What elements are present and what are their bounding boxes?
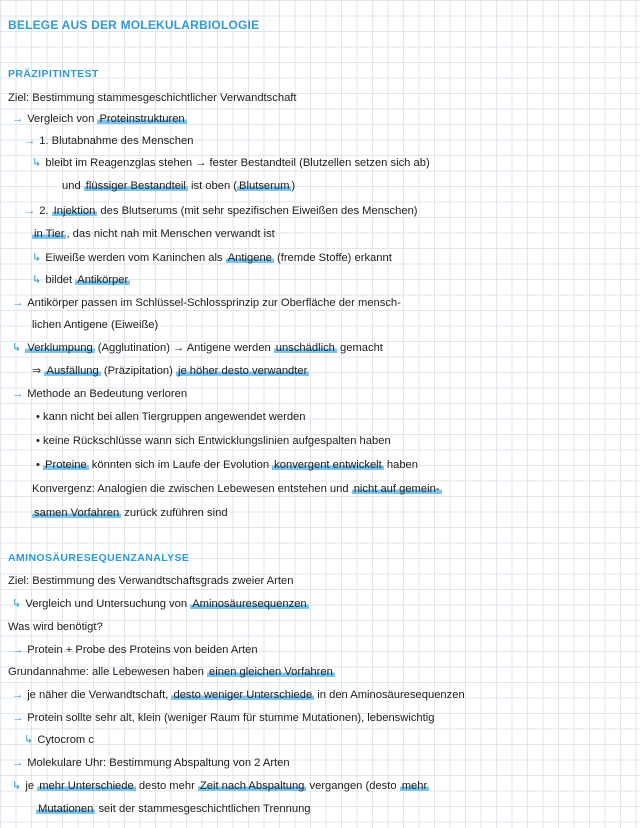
text-line: → Protein + Probe des Proteins von beiden Arten <box>12 644 258 656</box>
highlight: Antigene <box>227 252 272 264</box>
arrow-right-icon: → <box>12 297 24 309</box>
highlight: unschädlich <box>275 342 335 354</box>
arrow-right-icon: → <box>24 135 36 147</box>
highlight: konvergent entwickelt <box>274 459 382 471</box>
text-line: ↳ Vergleich und Untersuchung von Aminosäuresequenzen <box>12 598 307 610</box>
highlight: Verklumpung <box>27 342 93 354</box>
text-line: → 2. Injektion des Blutserums (mit sehr spezifischen Eiweißen des Menschen) <box>24 205 418 217</box>
arrow-right-icon: → <box>12 757 24 769</box>
highlight: Zeit nach Abspaltung <box>199 780 305 792</box>
arrow-right-icon: → <box>12 689 24 701</box>
text-line: ↳ Verklumpung (Agglutination) → Antigene werden unschädlich gemacht <box>12 342 383 354</box>
sub-arrow-icon: ↳ <box>32 274 42 286</box>
text-line: → Methode an Bedeutung verloren <box>12 388 188 400</box>
arrow-right-icon: → <box>12 388 24 400</box>
text-line: lichen Antigene (Eiweiße) <box>32 319 159 331</box>
text-line: ⇒ Ausfällung (Präzipitation) je höher desto verwandter <box>32 365 308 377</box>
text-line: samen Vorfahren zurück zuführen sind <box>34 507 228 519</box>
sub-arrow-icon: ↳ <box>32 157 42 169</box>
text-line: ↳ bildet Antikörper <box>32 274 129 286</box>
highlight: Mutationen <box>38 803 94 815</box>
text-line: und flüssiger Bestandteil ist oben ( Blutserum ) <box>62 180 296 192</box>
text-line: ↳ je mehr Unterschiede desto mehr Zeit nach Abspaltung vergangen (desto mehr <box>12 780 428 792</box>
highlight: Injektion <box>53 205 96 217</box>
highlight: Proteine <box>45 459 87 471</box>
highlight: je höher desto verwandter <box>177 365 308 377</box>
arrow-right-icon: → <box>12 644 24 656</box>
text-line: Konvergenz: Analogien die zwischen Lebewesen entstehen und nicht auf gemein- <box>32 483 440 495</box>
highlight: mehr <box>401 780 428 792</box>
text-line: → Vergleich von Proteinstrukturen <box>12 113 185 125</box>
highlight: Blutserum <box>239 180 290 192</box>
text-line: → 1. Blutabnahme des Menschen <box>24 135 194 147</box>
text-line: Was wird benötigt? <box>8 621 103 633</box>
text-line: ↳ Cytocrom c <box>24 734 94 746</box>
highlight: Aminosäuresequenzen <box>192 598 307 610</box>
bullet-item: • keine Rückschlüsse wann sich Entwicklungslinien aufgespalten haben <box>36 435 391 447</box>
sub-arrow-icon: ↳ <box>12 598 22 610</box>
bullet-item: • kann nicht bei allen Tiergruppen angewendet werden <box>36 411 306 423</box>
highlight: Proteinstrukturen <box>99 113 185 125</box>
sub-arrow-icon: ↳ <box>24 734 34 746</box>
page-title: BELEGE AUS DER MOLEKULARBIOLOGIE <box>8 18 260 32</box>
text-line: ↳ Eiweiße werden vom Kaninchen als Antigene (fremde Stoffe) erkannt <box>32 252 392 264</box>
section-heading-praezipitintest: PRÄZIPITINTEST <box>8 68 99 80</box>
text-line: → Antikörper passen im Schlüssel-Schlossprinzip zur Oberfläche der mensch- <box>12 297 401 309</box>
text-line: → Molekulare Uhr: Bestimmung Abspaltung von 2 Arten <box>12 757 290 769</box>
bullet-item: • Proteine könnten sich im Laufe der Evolution konvergent entwickelt haben <box>36 459 418 471</box>
text-line: Ziel: Bestimmung stammesgeschichtlicher Verwandtschaft <box>8 92 297 104</box>
arrow-right-icon: → <box>24 205 36 217</box>
highlight: desto weniger Unterschiede <box>173 689 313 701</box>
text-line: → Protein sollte sehr alt, klein (weniger Raum für stumme Mutationen), lebenswichtig <box>12 712 435 724</box>
highlight: nicht auf gemein- <box>353 483 440 495</box>
highlight: Ausfällung <box>46 365 99 377</box>
highlight: flüssiger Bestandteil <box>85 180 186 192</box>
highlight: Antikörper <box>77 274 129 286</box>
highlight: einen gleichen Vorfahren <box>209 666 333 678</box>
text-line: in Tier , das nicht nah mit Menschen verwandt ist <box>34 228 275 240</box>
sub-arrow-icon: ↳ <box>12 342 22 354</box>
arrow-right-icon: → <box>12 113 24 125</box>
sub-arrow-icon: ↳ <box>12 780 22 792</box>
text-line: Ziel: Bestimmung des Verwandtschaftsgrads zweier Arten <box>8 575 294 587</box>
text-line: Mutationen seit der stammesgeschichtlichen Trennung <box>38 803 311 815</box>
highlight: in Tier <box>34 228 65 240</box>
text-line: Grundannahme: alle Lebewesen haben einen gleichen Vorfahren <box>8 666 333 678</box>
arrow-right-icon: → <box>12 712 24 724</box>
highlight: samen Vorfahren <box>34 507 120 519</box>
section-heading-aminosaeuresequenzanalyse: AMINOSÄURESEQUENZANALYSE <box>8 552 190 564</box>
highlight: mehr Unterschiede <box>39 780 134 792</box>
text-line: ↳ bleibt im Reagenzglas stehen → fester Bestandteil (Blutzellen setzen sich ab) <box>32 157 430 169</box>
sub-arrow-icon: ↳ <box>32 252 42 264</box>
text-line: → je näher die Verwandtschaft, desto weniger Unterschiede in den Aminosäuresequenzen <box>12 689 465 701</box>
